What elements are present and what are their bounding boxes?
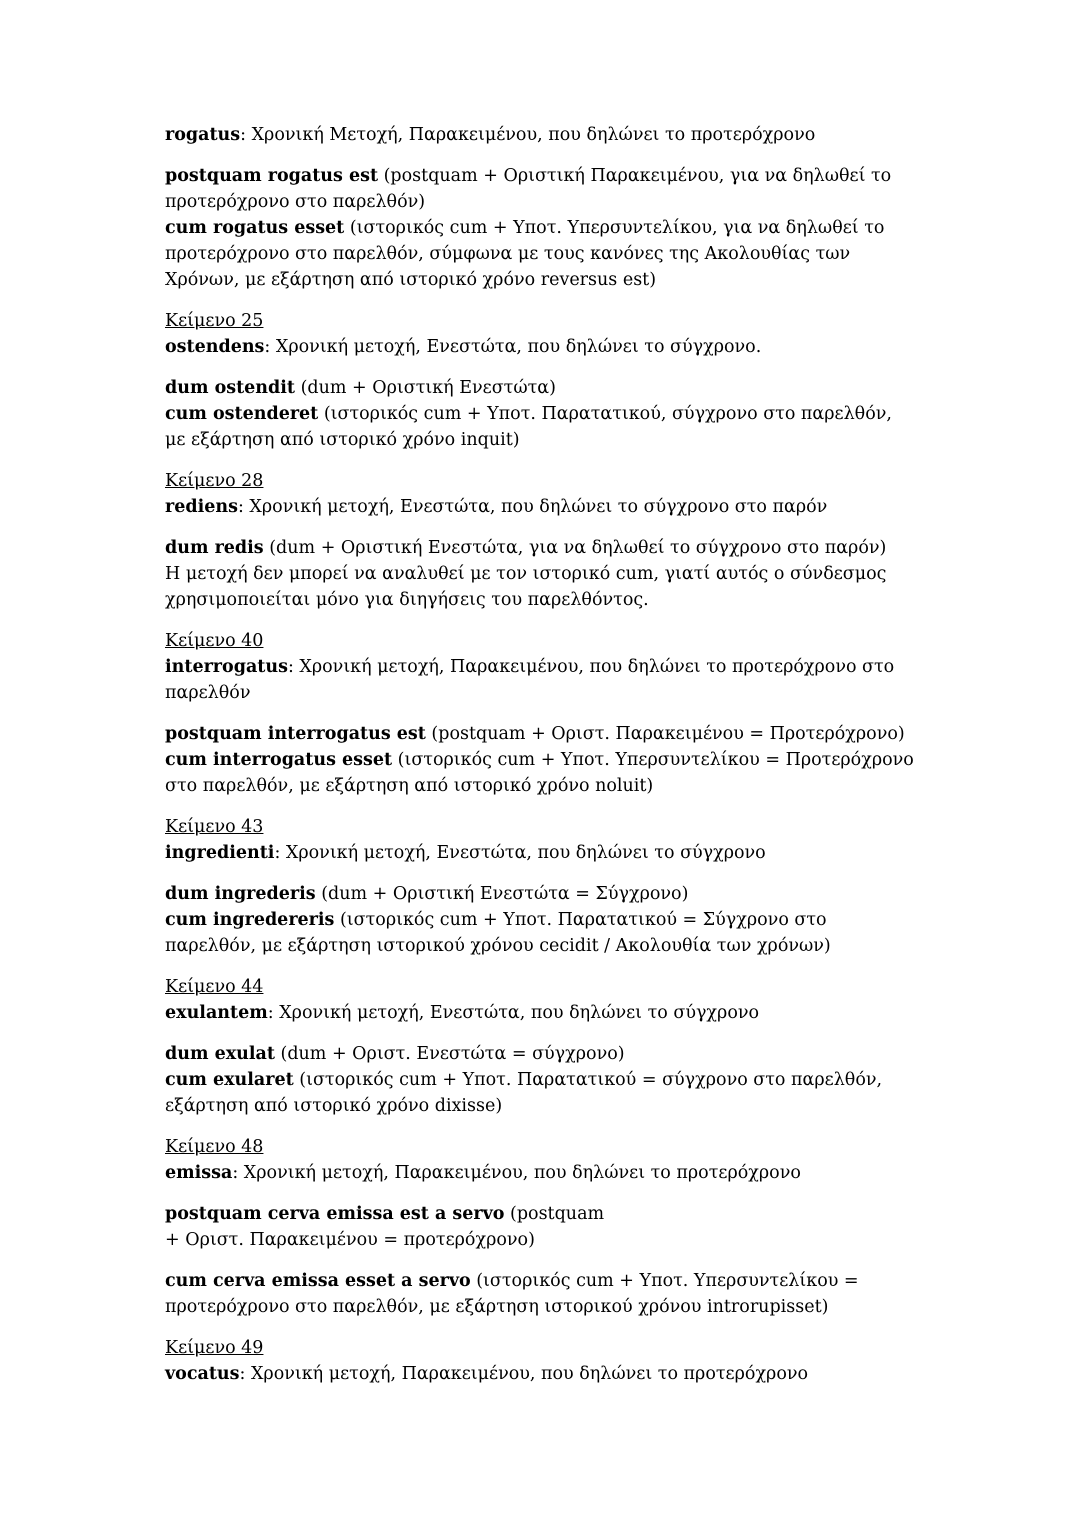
text-run: (postquam [504, 1204, 605, 1224]
section-heading: Κείμενο 43 [165, 817, 264, 837]
paragraph [165, 814, 915, 866]
text-run: : Χρονική μετοχή, Παρακειμένου, που δηλώνει το προτερόχρονο [239, 1364, 809, 1384]
paragraph [165, 721, 915, 799]
paragraph [165, 122, 915, 148]
term: cum cerva emissa esset a servo [165, 1271, 471, 1291]
term: rogatus [165, 125, 241, 145]
text-run: + Οριστ. Παρακειμένου = προτερόχρονο) [165, 1230, 535, 1250]
term: cum ingredereris [165, 910, 335, 930]
term: dum ingrederis [165, 884, 316, 904]
text-run: (postquam + Οριστική Παρακειμένου, για να δηλωθεί το προτερόχρονο στο παρελθόν) [165, 166, 892, 212]
text-run: : Χρονική Μετοχή, Παρακειμένου, που δηλώνει το προτερόχρονο [240, 125, 816, 145]
text-run: (ιστορικός cum + Υποτ. Παρατατικού = σύγχρονο στο παρελθόν, εξάρτηση από ιστορικό χρόνο dixisse) [165, 1070, 883, 1116]
paragraph [165, 375, 915, 453]
text-run: : Χρονική μετοχή, Ενεστώτα, που δηλώνει το σύγχρονο [274, 843, 766, 863]
text-run: (ιστορικός cum + Υποτ. Υπερσυντελίκου, για να δηλωθεί το προτερόχρονο στο παρελθόν, σύμφωνα με τους κανόνες της Ακολουθίας των Χρόνων, με εξάρτηση από ιστορικό χρόνο reversus est) [165, 218, 885, 290]
term: dum exulat [165, 1044, 275, 1064]
text-run: (ιστορικός cum + Υποτ. Υπερσυντελίκου = Προτερόχρονο στο παρελθόν, με εξάρτηση από ιστορικό χρόνο noluit) [165, 750, 914, 796]
text-run: (ιστορικός cum + Υποτ. Υπερσυντελίκου = προτερόχρονο στο παρελθόν, με εξάρτηση ιστορικού χρόνου introrupisset) [165, 1271, 859, 1317]
paragraph [165, 163, 915, 293]
text-run: : Χρονική μετοχή, Ενεστώτα, που δηλώνει το σύγχρονο [267, 1003, 760, 1023]
paragraph [165, 628, 915, 706]
term: dum redis [165, 538, 264, 558]
term: exulantem [165, 1003, 268, 1023]
text-run: (ιστορικός cum + Υποτ. Παρατατικού, σύγχρονο στο παρελθόν, με εξάρτηση από ιστορικό χρόνο inquit) [165, 404, 892, 450]
section-heading: Κείμενο 48 [165, 1137, 264, 1157]
paragraph [165, 974, 915, 1026]
text-run: (postquam + Οριστ. Παρακειμένου = Προτερόχρονο) [425, 724, 905, 744]
term: vocatus [165, 1364, 240, 1384]
text-run: : Χρονική μετοχή, Παρακειμένου, που δηλώνει το προτερόχρονο [232, 1163, 801, 1183]
text-run: (ιστορικός cum + Υποτ. Παρατατικού = Σύγχρονο στο παρελθόν, με εξάρτηση ιστορικού χρόνου cecidit / Ακολουθία των χρόνων) [165, 910, 831, 956]
paragraph [165, 308, 915, 360]
text-run: : Χρονική μετοχή, Ενεστώτα, που δηλώνει το σύγχρονο. [264, 337, 762, 357]
section-heading: Κείμενο 49 [165, 1338, 264, 1358]
term: dum ostendit [165, 378, 296, 398]
paragraph [165, 468, 915, 520]
text-run: Η μετοχή δεν μπορεί να αναλυθεί με τον ιστορικό cum, γιατί αυτός ο σύνδεσμος χρησιμοποιείται μόνο για διηγήσεις του παρελθόντος. [165, 564, 887, 610]
term: postquam cerva emissa est a servo [165, 1204, 505, 1224]
term: ingredienti [165, 843, 275, 863]
term: emissa [165, 1163, 233, 1183]
paragraph [165, 1268, 915, 1320]
text-run: (dum + Οριστική Ενεστώτα, για να δηλωθεί το σύγχρονο στο παρόν) [263, 538, 887, 558]
paragraph [165, 535, 915, 613]
term: cum ostenderet [165, 404, 319, 424]
section-heading: Κείμενο 25 [165, 311, 264, 331]
section-heading: Κείμενο 40 [165, 631, 264, 651]
text-run: (dum + Οριστ. Ενεστώτα = σύγχρονο) [274, 1044, 625, 1064]
section-heading: Κείμενο 44 [165, 977, 264, 997]
term: cum interrogatus esset [165, 750, 393, 770]
paragraph [165, 1335, 915, 1387]
text-run: (dum + Οριστική Ενεστώτα) [295, 378, 556, 398]
term: ostendens [165, 337, 265, 357]
term: postquam interrogatus est [165, 724, 426, 744]
paragraph [165, 1041, 915, 1119]
term: postquam rogatus est [165, 166, 379, 186]
paragraph [165, 1134, 915, 1186]
paragraph [165, 881, 915, 959]
term: rediens [165, 497, 238, 517]
section-heading: Κείμενο 28 [165, 471, 264, 491]
text-run: : Χρονική μετοχή, Ενεστώτα, που δηλώνει το σύγχρονο στο παρόν [237, 497, 828, 517]
term: cum rogatus esset [165, 218, 345, 238]
document-content [165, 122, 915, 1387]
text-run: (dum + Οριστική Ενεστώτα = Σύγχρονο) [315, 884, 689, 904]
paragraph [165, 1201, 915, 1253]
term: cum exularet [165, 1070, 294, 1090]
text-run: : Χρονική μετοχή, Παρακειμένου, που δηλώνει το προτερόχρονο στο παρελθόν [165, 657, 895, 703]
term: interrogatus [165, 657, 288, 677]
